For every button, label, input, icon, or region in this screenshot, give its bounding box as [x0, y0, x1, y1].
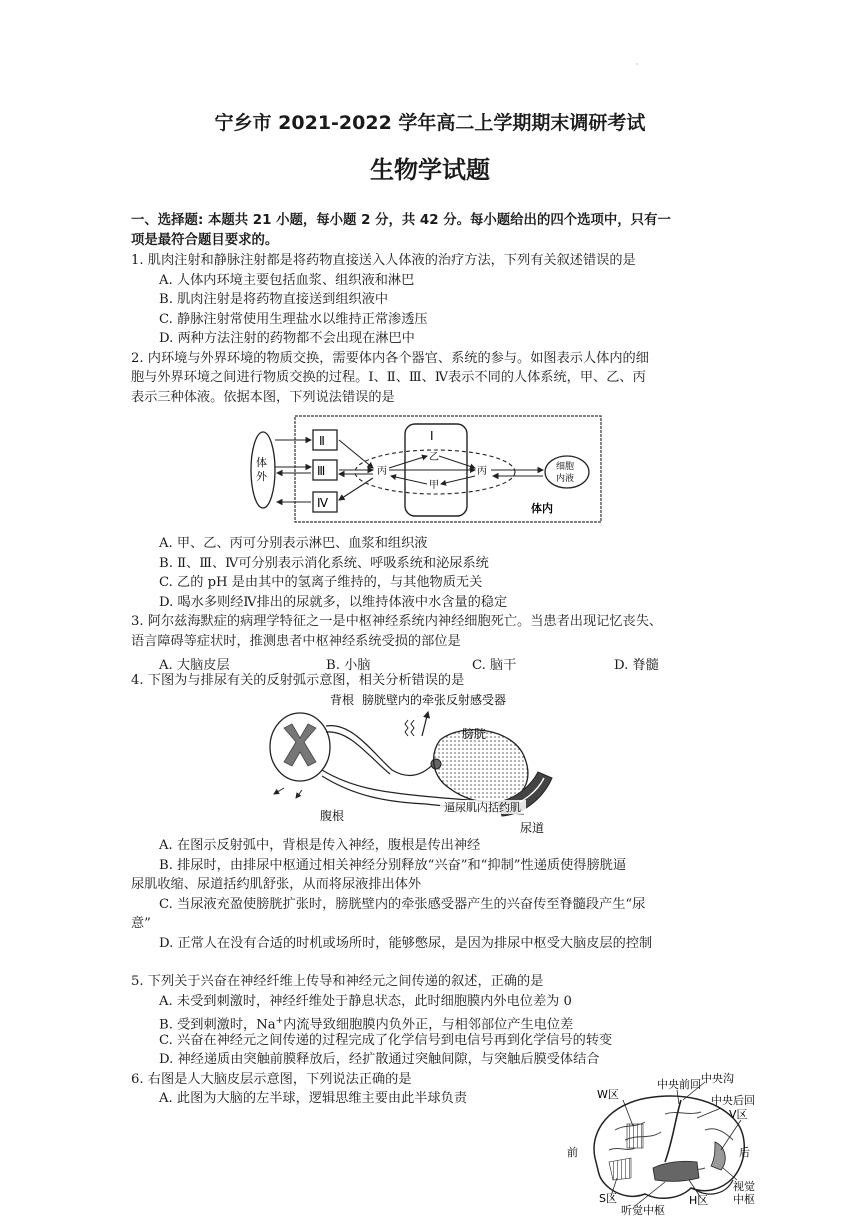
body-fluid-exchange-diagram — [247, 414, 605, 526]
micturition-reflex-diagram — [262, 692, 558, 834]
q4-option-a: A. 在图示反射弧中，背根是传入神经，腹根是传出神经 — [159, 838, 481, 853]
q4-stem: 4. 下图为与排尿有关的反射弧示意图，相关分析错误的是 — [131, 673, 465, 688]
q2-stem-line3: 表示三种体液。依据本图，下列说法错误的是 — [131, 390, 395, 405]
q5-option-b-sup: + — [275, 1016, 284, 1026]
fig2-system-IV: Ⅳ — [317, 496, 329, 510]
q2-option-b: B. Ⅱ、Ⅲ、Ⅳ可分别表示消化系统、呼吸系统和泌尿系统 — [159, 556, 489, 571]
fig2-system-II: Ⅱ — [319, 434, 325, 448]
fig4-ventral-root: 腹根 — [320, 809, 345, 823]
q3-option-c: C. 脑干 — [472, 658, 517, 673]
q2-option-a: A. 甲、乙、丙可分别表示淋巴、血浆和组织液 — [159, 536, 428, 551]
fig6-visual-1: 视觉 — [733, 1180, 755, 1193]
fig4-receptor: 膀胱壁内的牵张反射感受器 — [362, 693, 507, 707]
section-intro-line2: 项是最符合题目要求的。 — [131, 233, 279, 248]
fig6-V-region: V区 — [729, 1108, 748, 1121]
q2-stem-line2: 胞与外界环境之间进行物质交换的过程。Ⅰ、Ⅱ、Ⅲ、Ⅳ表示不同的人体系统，甲、乙、丙 — [131, 370, 646, 385]
q3-stem-line2: 语言障碍等症状时，推测患者中枢神经系统受损的部位是 — [131, 634, 461, 649]
q5-option-b-post: 内流导致细胞膜内负外正，与相邻部位产生电位差 — [283, 1017, 574, 1033]
fig6-central-sulcus: 中央沟 — [701, 1072, 734, 1085]
fig2-outside-label-2: 外 — [256, 470, 267, 483]
fig4-dorsal-root: 背根 — [330, 693, 355, 707]
exam-title: 宁乡市 2021-2022 学年高二上学期期末调研考试 — [214, 112, 646, 134]
fig6-auditory: 听觉中枢 — [621, 1204, 665, 1216]
fig4-urethra: 尿道 — [520, 821, 545, 834]
corner-mark: · — [636, 60, 639, 69]
fig4-sphincter: 逼尿肌内括约肌 — [444, 801, 521, 814]
q5-option-d: D. 神经递质由突触前膜释放后，经扩散通过突触间隙，与突触后膜受体结合 — [159, 1052, 600, 1067]
q4-option-d: D. 正常人在没有合适的时机或场所时，能够憋尿，是因为排尿中枢受大脑皮层的控制 — [159, 936, 653, 951]
fig6-postcentral: 中央后回 — [711, 1094, 755, 1107]
q1-stem: 1. 肌肉注射和静脉注射都是将药物直接送入人体液的治疗方法，下列有关叙述错误的是 — [131, 253, 636, 268]
fig2-inside-label: 体内 — [531, 502, 553, 515]
q2-option-c: C. 乙的 pH 是由其中的氢离子维持的，与其他物质无关 — [159, 575, 483, 590]
q4-option-c-line2: 意” — [131, 916, 151, 931]
fig6-back: 后 — [739, 1146, 750, 1159]
fig2-fluid-bing: 丙 — [477, 466, 487, 477]
fig6-front: 前 — [567, 1146, 578, 1159]
fig2-fluid-jia: 甲 — [429, 480, 439, 491]
fig6-visual-2: 中枢 — [733, 1193, 755, 1206]
q1-option-c: C. 静脉注射常使用生理盐水以维持正常渗透压 — [159, 312, 428, 327]
q4-option-c-line1: C. 当尿液充盈使膀胱扩张时，膀胱壁内的牵张感受器产生的兴奋传至脊髓段产生“尿 — [159, 897, 646, 912]
fig2-fluid-left: 丙 — [377, 466, 387, 477]
q2-stem-line1: 2. 内环境与外界环境的物质交换，需要体内各个器官、系统的参与。如图表示人体内的细 — [131, 351, 649, 366]
q6-option-a: A. 此图为大脑的左半球，逻辑思维主要由此半球负责 — [159, 1091, 468, 1106]
fig6-H-region: H区 — [689, 1194, 709, 1207]
q6-stem: 6. 右图是人大脑皮层示意图，下列说法正确的是 — [131, 1072, 412, 1087]
q5-option-c: C. 兴奋在神经元之间传递的过程完成了化学信号到电信号再到化学信号的转变 — [159, 1033, 613, 1048]
fig2-fluid-yi: 乙 — [429, 452, 439, 463]
q3-option-d: D. 脊髓 — [614, 658, 659, 673]
fig2-system-I: Ⅰ — [430, 429, 434, 443]
q1-option-a: A. 人体内环境主要包括血浆、组织液和淋巴 — [159, 273, 415, 288]
q5-option-b — [159, 1013, 573, 1033]
q4-option-b-line2: 尿肌收缩、尿道括约肌舒张，从而将尿液排出体外 — [131, 877, 422, 892]
q1-option-b: B. 肌肉注射是将药物直接送到组织液中 — [159, 292, 389, 307]
q2-option-d: D. 喝水多则经Ⅳ排出的尿就多，以维持体液中水含量的稳定 — [159, 595, 508, 610]
fig2-cell-fluid-1: 细胞 — [556, 462, 575, 472]
fig2-system-II-box — [313, 430, 337, 450]
fig6-precentral: 中央前回 — [657, 1078, 701, 1091]
cerebral-cortex-diagram — [565, 1070, 775, 1216]
q3-option-a: A. 大脑皮层 — [159, 658, 230, 673]
exam-subtitle: 生物学试题 — [370, 156, 490, 184]
fig2-system-III: Ⅲ — [317, 464, 326, 478]
q4-option-b-line1: B. 排尿时，由排尿中枢通过相关神经分别释放“兴奋”和“抑制”性递质使得膀胱逼 — [159, 858, 627, 873]
q5-option-a: A. 未受到刺激时，神经纤维处于静息状态，此时细胞膜内外电位差为 0 — [159, 994, 572, 1009]
fig2-cell-fluid-2: 内液 — [556, 474, 575, 484]
fig6-W-region: W区 — [597, 1088, 619, 1101]
q1-option-d: D. 两种方法注射的药物都不会出现在淋巴中 — [159, 331, 415, 346]
fig4-bladder: 膀胱 — [462, 727, 487, 741]
q5-option-b-pre: B. 受到刺激时，Na — [159, 1017, 276, 1033]
q5-stem: 5. 下列关于兴奋在神经纤维上传导和神经元之间传递的叙述，正确的是 — [131, 974, 544, 989]
section-intro-line1: 一、选择题: 本题共 21 小题，每小题 2 分，共 42 分。每小题给出的四个选项中，只有一 — [131, 213, 671, 228]
fig2-outside-label-1: 体 — [256, 456, 267, 469]
q3-stem-line1: 3. 阿尔兹海默症的病理学特征之一是中枢神经系统内神经细胞死亡。当患者出现记忆丧失、 — [131, 614, 663, 629]
q3-option-b: B. 小脑 — [326, 658, 371, 673]
fig6-S-region: S区 — [599, 1192, 617, 1205]
